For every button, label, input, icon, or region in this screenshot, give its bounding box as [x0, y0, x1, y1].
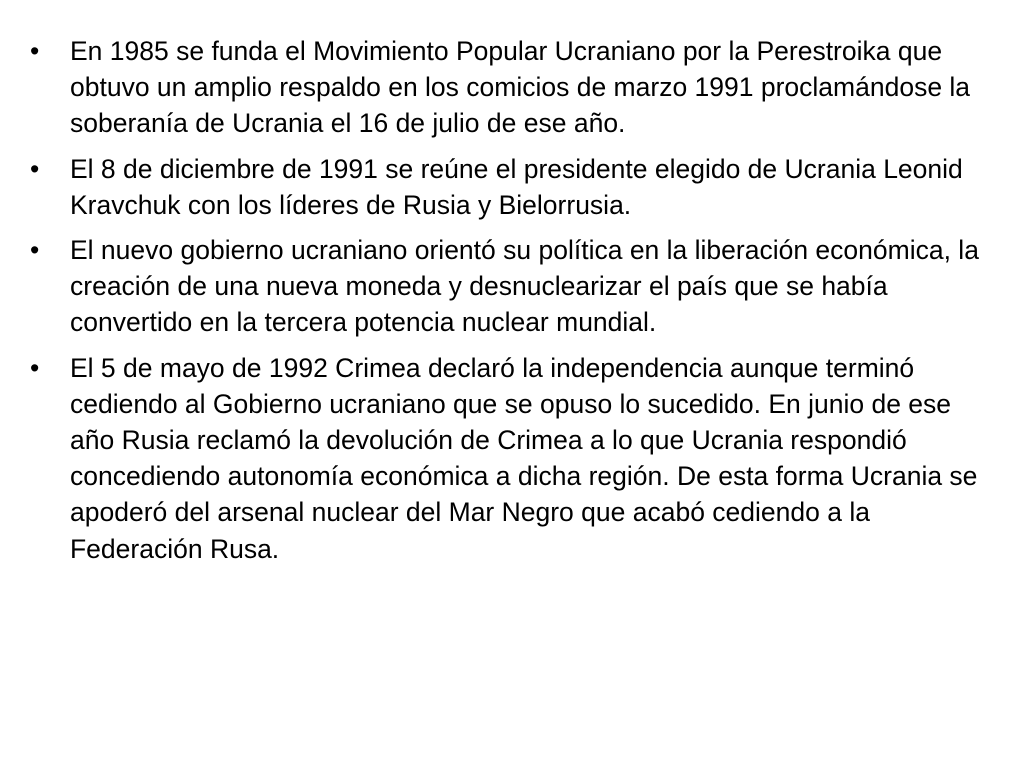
bullet-icon: •: [30, 352, 40, 383]
bullet-icon: •: [30, 36, 40, 66]
bullet-text: El 5 de mayo de 1992 Crimea declaró la independencia aunque terminó cediendo al Gobierno ucraniano que se opuso lo sucedido. En junio de ese año Rusia reclamó la devolución de Crimea a lo que Ucrania respondió concediendo autonomía económica a dicha región. De esta forma Ucrania se apoderó del arsenal nuclear del Mar Negro que acabó cediendo a la Federación Rusa.: [70, 352, 978, 564]
bullet-item: [30, 232, 998, 341]
bullet-list: [30, 33, 998, 576]
bullet-item: [30, 151, 998, 223]
bullet-item: [30, 350, 998, 567]
bullet-text: En 1985 se funda el Movimiento Popular Ucraniano por la Perestroika que obtuvo un amplio respaldo en los comicios de marzo 1991 proclamándose la soberanía de Ucrania el 16 de julio de ese año.: [70, 36, 971, 139]
bullet-icon: •: [30, 235, 40, 266]
bullet-text: El nuevo gobierno ucraniano orientó su política en la liberación económica, la creación de una nueva moneda y desnuclearizar el país que se había convertido en la tercera potencia nuclear mundial.: [70, 235, 979, 338]
bullet-text: El 8 de diciembre de 1991 se reúne el presidente elegido de Ucrania Leonid Kravchuk con los líderes de Rusia y Bielorrusia.: [70, 153, 963, 220]
bullet-item: [30, 33, 998, 142]
bullet-icon: •: [30, 153, 40, 184]
